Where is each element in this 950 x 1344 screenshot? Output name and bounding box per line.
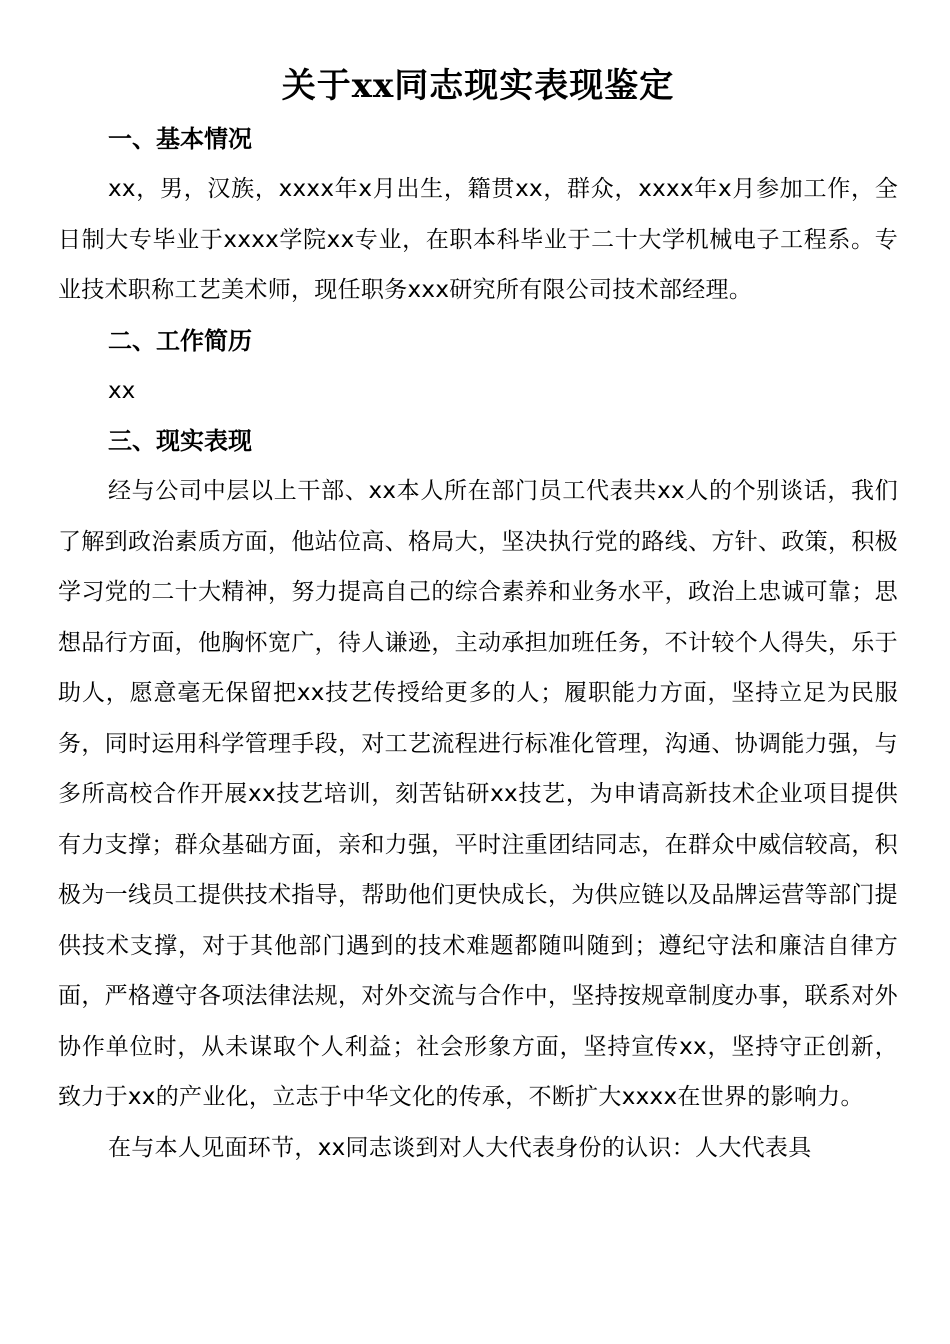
basic-info-paragraph: xx，男，汉族，xxxx年x月出生，籍贯xx，群众，xxxx年x月参加工作，全日制大专毕业于xxxx学院xx专业，在职本科毕业于二十大学机械电子工程系。专业技术职称工艺美术师，现任职务xxx研究所有限公司技术部经理。 (58, 176, 898, 303)
work-history-paragraph: xx (108, 377, 136, 404)
interview-paragraph: 在与本人见面环节，xx同志谈到对人大代表身份的认识：人大代表具 (108, 1134, 812, 1161)
performance-paragraph: 经与公司中层以上干部、xx本人所在部门员工代表共xx人的个别谈话，我们了解到政治素质方面，他站位高、格局大，坚决执行党的路线、方针、政策，积极学习党的二十大精神，努力提高自己的综合素养和业务水平，政治上忠诚可靠；思想品行方面，他胸怀宽广，待人谦逊，主动承担加班任务，不计较个人得失，乐于助人，愿意毫无保留把xx技艺传授给更多的人；履职能力方面，坚持立足为民服务，同时运用科学管理手段，对工艺流程进行标准化管理，沟通、协调能力强，与多所高校合作开展xx技艺培训，刻苦钻研xx技艺，为申请高新技术企业项目提供有力支撑；群众基础方面，亲和力强，平时注重团结同志，在群众中威信较高，积极为一线员工提供技术指导，帮助他们更快成长，为供应链以及品牌运营等部门提供技术支撑，对于其他部门遇到的技术难题都随叫随到；遵纪守法和廉洁自律方面，严格遵守各项法律法规，对外交流与合作中，坚持按规章制度办事，联系对外协作单位时，从未谋取个人利益；社会形象方面，坚持宣传xx，坚持守正创新，致力于xx的产业化，立志于中华文化的传承，不断扩大xxxx在世界的影响力。 (58, 478, 898, 1110)
section-heading-performance: 三、现实表现 (108, 427, 252, 455)
section-heading-basic-info: 一、基本情况 (108, 125, 252, 153)
section-heading-work-history: 二、工作简历 (108, 326, 252, 355)
document-title: 关于xx同志现实表现鉴定 (281, 66, 675, 106)
